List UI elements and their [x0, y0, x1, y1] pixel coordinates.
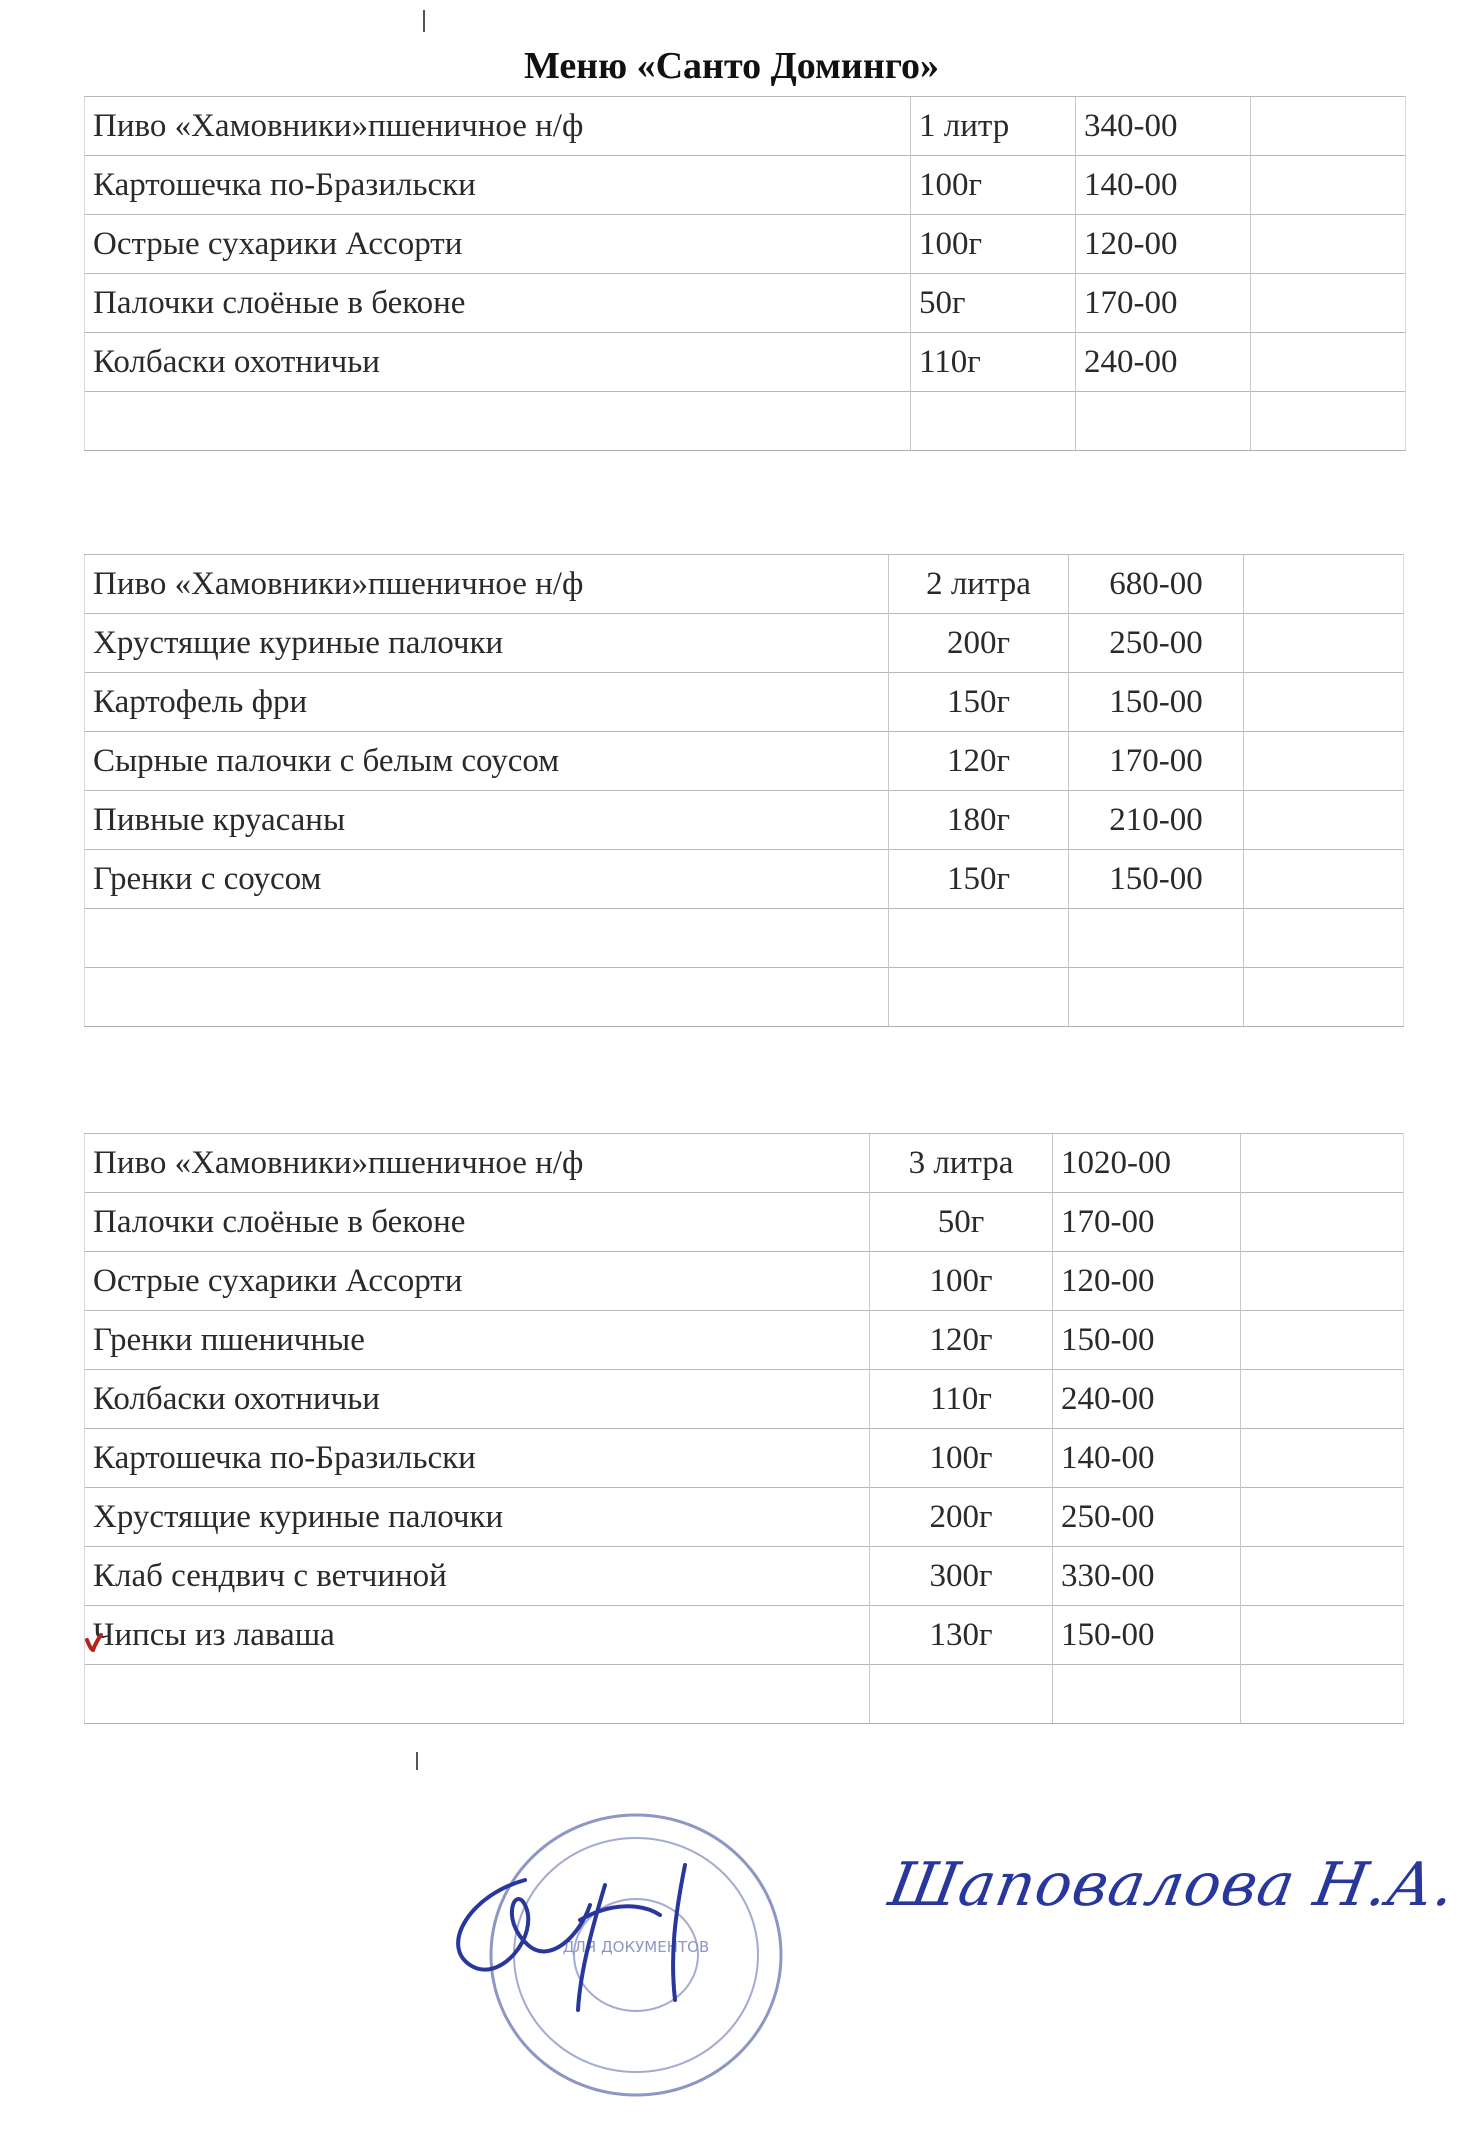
empty-cell	[1251, 156, 1406, 215]
table-row	[85, 1488, 1404, 1547]
item-price: 140-00	[1076, 156, 1251, 215]
empty-cell	[1244, 850, 1404, 909]
empty-cell	[1244, 555, 1404, 614]
red-check-mark	[84, 1632, 104, 1654]
empty-cell	[1251, 392, 1406, 451]
item-price: 120-00	[1076, 215, 1251, 274]
item-portion	[870, 1665, 1053, 1724]
empty-cell	[1241, 1252, 1404, 1311]
item-name: Пиво «Хамовники»пшеничное н/ф	[85, 1134, 870, 1193]
empty-cell	[1241, 1370, 1404, 1429]
empty-cell	[1244, 968, 1404, 1027]
item-name	[85, 392, 911, 451]
item-portion: 50г	[870, 1193, 1053, 1252]
table-row-empty	[85, 392, 1406, 451]
item-name: Сырные палочки с белым соусом	[85, 732, 889, 791]
empty-cell	[1244, 673, 1404, 732]
menu-title: Меню «Санто Доминго»	[523, 45, 940, 87]
item-name: Хрустящие куриные палочки	[85, 614, 889, 673]
item-price	[1069, 968, 1244, 1027]
item-portion: 200г	[889, 614, 1069, 673]
item-price	[1053, 1665, 1241, 1724]
item-name: Гренки с соусом	[85, 850, 889, 909]
item-price	[1069, 909, 1244, 968]
item-portion: 2 литра	[889, 555, 1069, 614]
item-portion: 1 литр	[911, 97, 1076, 156]
empty-cell	[1241, 1547, 1404, 1606]
handwritten-signature	[430, 1825, 760, 2025]
item-price: 240-00	[1076, 333, 1251, 392]
item-name: Острые сухарики Ассорти	[85, 1252, 870, 1311]
empty-cell	[1244, 614, 1404, 673]
item-price: 210-00	[1069, 791, 1244, 850]
item-name: Палочки слоёные в беконе	[85, 1193, 870, 1252]
empty-cell	[1251, 333, 1406, 392]
table-row	[85, 215, 1406, 274]
empty-cell	[1241, 1488, 1404, 1547]
item-name: Колбаски охотничьи	[85, 333, 911, 392]
item-portion: 50г	[911, 274, 1076, 333]
item-name	[85, 1665, 870, 1724]
table-row	[85, 850, 1404, 909]
item-price: 330-00	[1053, 1547, 1241, 1606]
empty-cell	[1241, 1665, 1404, 1724]
item-price: 240-00	[1053, 1370, 1241, 1429]
item-portion: 3 литра	[870, 1134, 1053, 1193]
item-name: Пивные круасаны	[85, 791, 889, 850]
item-price: 140-00	[1053, 1429, 1241, 1488]
item-portion: 150г	[889, 850, 1069, 909]
menu-table-3-liters	[84, 1133, 1404, 1724]
item-price: 680-00	[1069, 555, 1244, 614]
empty-cell	[1241, 1606, 1404, 1665]
table-row	[85, 1134, 1404, 1193]
item-portion: 100г	[911, 156, 1076, 215]
menu-table-2-liters	[84, 554, 1404, 1027]
item-name	[85, 968, 889, 1027]
item-name: Пиво «Хамовники»пшеничное н/ф	[85, 97, 911, 156]
item-portion: 130г	[870, 1606, 1053, 1665]
table-row	[85, 1193, 1404, 1252]
table-row	[85, 1252, 1404, 1311]
item-portion	[889, 968, 1069, 1027]
empty-cell	[1251, 274, 1406, 333]
item-name: Картофель фри	[85, 673, 889, 732]
item-name: Палочки слоёные в беконе	[85, 274, 911, 333]
item-price: 150-00	[1053, 1606, 1241, 1665]
item-name: Клаб сендвич с ветчиной	[85, 1547, 870, 1606]
item-portion: 300г	[870, 1547, 1053, 1606]
table-row	[85, 555, 1404, 614]
item-name: Картошечка по-Бразильски	[85, 156, 911, 215]
table-row	[85, 732, 1404, 791]
item-portion: 100г	[870, 1252, 1053, 1311]
item-name: Хрустящие куриные палочки	[85, 1488, 870, 1547]
item-price: 120-00	[1053, 1252, 1241, 1311]
item-portion: 120г	[870, 1311, 1053, 1370]
item-price: 1020-00	[1053, 1134, 1241, 1193]
empty-cell	[1241, 1193, 1404, 1252]
item-name: Чипсы из лаваша	[85, 1606, 870, 1665]
table-row	[85, 156, 1406, 215]
item-portion: 200г	[870, 1488, 1053, 1547]
table-row	[85, 614, 1404, 673]
item-price	[1076, 392, 1251, 451]
seal-center-text: ДЛЯ ДОКУМЕНТОВ	[562, 1938, 710, 1956]
table-row	[85, 1370, 1404, 1429]
empty-cell	[1241, 1134, 1404, 1193]
empty-cell	[1241, 1311, 1404, 1370]
table-row-empty	[85, 1665, 1404, 1724]
item-price: 150-00	[1069, 850, 1244, 909]
empty-cell	[1244, 909, 1404, 968]
item-price: 150-00	[1069, 673, 1244, 732]
table-row	[85, 274, 1406, 333]
item-portion	[911, 392, 1076, 451]
signatory-name: Шаповалова Н.А.	[883, 1850, 1461, 1920]
item-price: 250-00	[1053, 1488, 1241, 1547]
table-row-empty	[85, 968, 1404, 1027]
table-row	[85, 1547, 1404, 1606]
item-name: Острые сухарики Ассорти	[85, 215, 911, 274]
item-price: 340-00	[1076, 97, 1251, 156]
table-row	[85, 1429, 1404, 1488]
table-row	[85, 1606, 1404, 1665]
empty-cell	[1244, 791, 1404, 850]
item-price: 170-00	[1053, 1193, 1241, 1252]
item-portion: 110г	[870, 1370, 1053, 1429]
table-row	[85, 673, 1404, 732]
item-portion: 180г	[889, 791, 1069, 850]
item-name: Пиво «Хамовники»пшеничное н/ф	[85, 555, 889, 614]
item-price: 250-00	[1069, 614, 1244, 673]
item-portion: 120г	[889, 732, 1069, 791]
item-portion: 100г	[870, 1429, 1053, 1488]
item-name: Картошечка по-Бразильски	[85, 1429, 870, 1488]
item-portion: 110г	[911, 333, 1076, 392]
item-price: 150-00	[1053, 1311, 1241, 1370]
item-price: 170-00	[1076, 274, 1251, 333]
empty-cell	[1251, 215, 1406, 274]
item-price: 170-00	[1069, 732, 1244, 791]
table-row-empty	[85, 909, 1404, 968]
item-portion	[889, 909, 1069, 968]
item-portion: 150г	[889, 673, 1069, 732]
table-row	[85, 97, 1406, 156]
empty-cell	[1251, 97, 1406, 156]
item-portion: 100г	[911, 215, 1076, 274]
table-row	[85, 333, 1406, 392]
menu-table-1-liter	[84, 96, 1406, 451]
item-name: Гренки пшеничные	[85, 1311, 870, 1370]
table-row	[85, 791, 1404, 850]
empty-cell	[1244, 732, 1404, 791]
scan-mark-top	[423, 10, 425, 32]
table-row	[85, 1311, 1404, 1370]
item-name	[85, 909, 889, 968]
item-name: Колбаски охотничьи	[85, 1370, 870, 1429]
empty-cell	[1241, 1429, 1404, 1488]
scan-mark-bottom	[416, 1752, 418, 1770]
